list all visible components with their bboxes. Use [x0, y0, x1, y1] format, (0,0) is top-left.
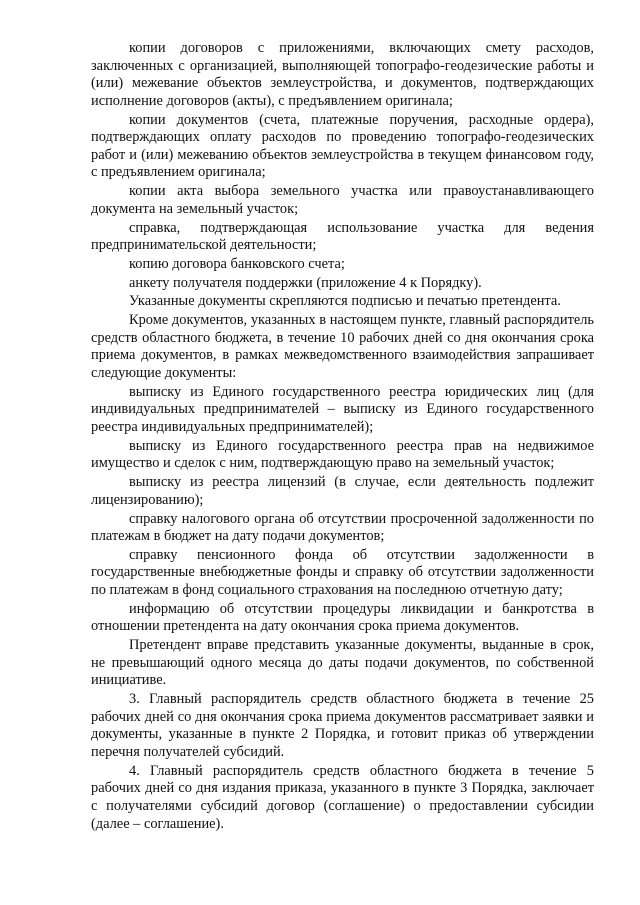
- paragraph-bank-account-contract: копию договора банковского счета;: [129, 255, 345, 272]
- paragraph-payment-documents: копии документов (счета, платежные поручения, расходные ордера), подтверждающих оплату расходов по проведению топографо-геодезических работ и (или) межеванию объектов землеустройства в текущем финансовом году, с предъявлением оригинала;: [91, 111, 594, 181]
- paragraph-support-questionnaire: анкету получателя поддержки (приложение 4 к Порядку).: [129, 274, 482, 291]
- paragraph-own-initiative: Претендент вправе представить указанные документы, выданные в срок, не превышающий одного месяца до даты подачи документов, по собственной инициативе.: [91, 637, 594, 689]
- paragraph-land-selection-act: копии акта выбора земельного участка или правоустанавливающего документа на земельный участок;: [91, 183, 594, 217]
- paragraph-interagency-request: Кроме документов, указанных в настоящем пункте, главный распорядитель средств областного бюджета, в течение 10 рабочих дней со дня окончания срока приема документов, в рамках межведомственного взаимодействия запрашивает следующие документы:: [91, 312, 594, 381]
- paragraph-legal-entities-registry: выписку из Единого государственного реестра юридических лиц (для индивидуальных предпринимателей – выписку из Единого государственного реестра индивидуальных предпринимателей);: [91, 383, 594, 435]
- paragraph-contract-copies: копии договоров с приложениями, включающих смету расходов, заключенных с организацией, выполняющей топографо-геодезические работы и (или) межевание объектов землеустройства, и документов, подтверждающих исполнение договоров (акты), с предъявлением оригинала;: [91, 40, 594, 109]
- paragraph-liquidation-info: информацию об отсутствии процедуры ликвидации и банкротства в отношении претендента на дату окончания срока приема документов.: [91, 600, 594, 635]
- paragraph-item-4: 4. Главный распорядитель средств областного бюджета в течение 5 рабочих дней со дня издания приказа, указанного в пункте 3 Порядка, заключает с получателями субсидий договор (соглашение) о предоставлении субсидии (далее – соглашение).: [91, 762, 594, 832]
- paragraph-tax-certificate: справку налогового органа об отсутствии просроченной задолженности по платежам в бюджет на дату подачи документов;: [91, 510, 594, 545]
- paragraph-license-registry: выписку из реестра лицензий (в случае, если деятельность подлежит лицензированию);: [91, 474, 594, 508]
- paragraph-real-estate-registry: выписку из Единого государственного реестра прав на недвижимое имущество и сделок с ним, подтверждающую право на земельный участок;: [91, 437, 594, 472]
- paragraph-business-use-certificate: справка, подтверждающая использование участка для ведения предпринимательской деятельности;: [91, 219, 594, 254]
- paragraph-pension-fund-certificate: справку пенсионного фонда об отсутствии задолженности в государственные внебюджетные фонды и справку об отсутствии задолженности по платежам в фонд социального страхования на последнюю отчетную дату;: [91, 546, 594, 599]
- paragraph-signature-seal: Указанные документы скрепляются подписью и печатью претендента.: [129, 293, 561, 310]
- paragraph-item-3: 3. Главный распорядитель средств областного бюджета в течение 25 рабочих дней со дня окончания срока приема документов рассматривает заявки и документы, указанные в пункте 2 Порядка, и готовит приказ об утверждении перечня получателей субсидий.: [91, 691, 594, 760]
